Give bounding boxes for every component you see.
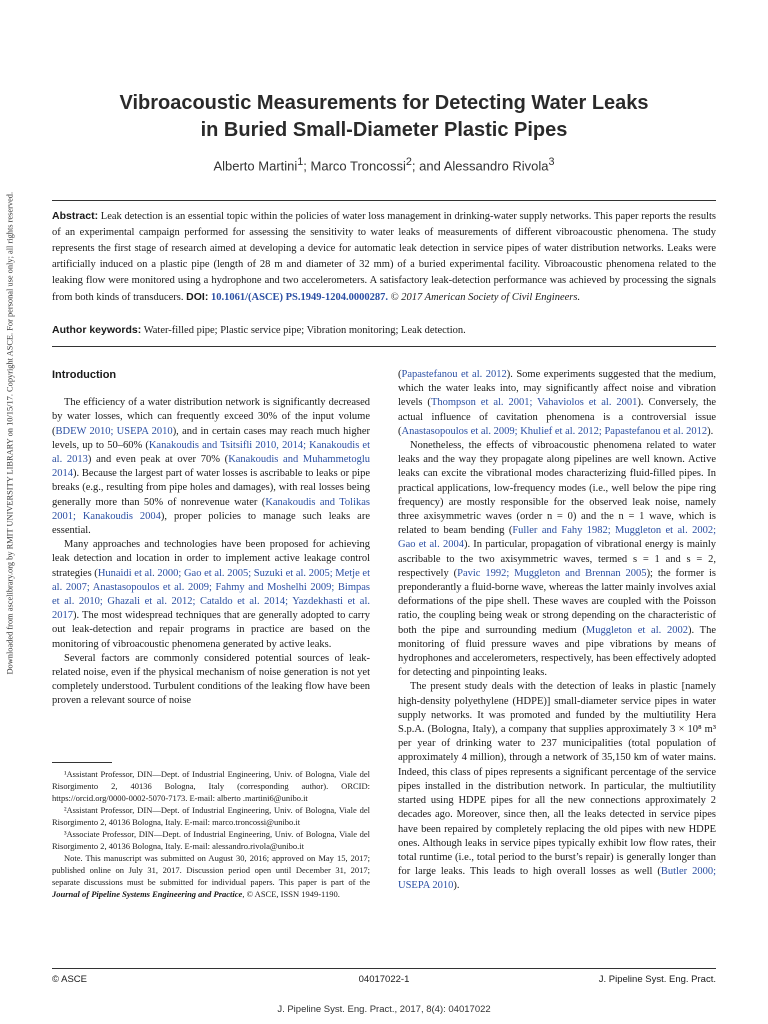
citation-link[interactable]: BDEW 2010; USEPA 2010 (55, 425, 173, 437)
footer-rule (52, 968, 716, 969)
intro-paragraph-3: Several factors are commonly considered potential sources of leak-related noise, even if the physical mechanism of noise generation is not yet completely understood. Turbulent conditions of the leaking flow have been proven a relevant source of noise (52, 652, 370, 707)
text: ), proper policies to manage such leaks are essential. (52, 510, 371, 537)
citation-link[interactable]: Kanakoudis and Tsitsifli 2010, 2014; Kanakoudis et al. 2013 (52, 439, 370, 466)
citation-link[interactable]: Papastefanou et al. 2012 (401, 369, 507, 380)
text: ( (398, 369, 402, 380)
citation-link[interactable]: Kanakoudis and Tolikas 2001; Kanakoudis 2004 (52, 496, 371, 522)
text: Nonetheless, the effects of vibroacoustic phenomena related to water leaks and the way they propagate along pipelines are well known. Active leaks can excite the vibrational modes characterizing fluid-filled pipes. In practical applications, low-frequency modes (i.e., well below the pipe ring frequency) are mostly responsible for the observed leak noise, namely three axisymmetric waves (order n = 0) and the n = 1 wave, which is related to beam bending ( (398, 440, 716, 537)
text: The present study deals with the detection of leaks in plastic [namely high-density polyethylene (HDPE)] small-diameter service pipes in water supply networks. It was promoted and funded by the multiutility Hera S.p.A. (Bologna, Italy), a company that supplies approximately 3 × 10⁸ m³ per year of drinking water to 237 municipalities (total population of approximately 4 million), through a network of 35,150 km of water mains. Indeed, this class of pipes represents a significant percentage of the service pipes installed in the distribution network. In particular, the multiutility started using HDPE pipes for all the new connections approximately 2 decades ago. Moreover, since then, all the leaks detected in service pipes have been repaired by completely replacing the old pipes with new HDPE ones. Although leaks in service pipes typically exhibit low flow rates, their total runtime (i.e., total period to the burst’s repair) is generally longer than for large leaks. This leads to high overall losses as well ( (398, 681, 716, 878)
doi-label: DOI: (186, 291, 209, 303)
text: ) and even peak at over 70% ( (87, 454, 229, 466)
footnote-author-2: ²Assistant Professor, DIN—Dept. of Industrial Engineering, Univ. of Bologna, Viale del Risorgimento 2, 40136 Bologna, Italy. E-mail: marco.troncossi@unibo.it (52, 805, 370, 827)
abstract (52, 208, 716, 306)
keywords-label: Author keywords: (52, 324, 142, 336)
section-heading-introduction: Introduction (52, 369, 117, 381)
text: ), and in certain cases may reach much higher levels, up to 50–60% ( (52, 425, 371, 451)
title-line-1: Vibroacoustic Measurements for Detecting Water Leaks (119, 92, 649, 114)
author-keywords (52, 324, 716, 336)
doi-link[interactable]: 10.1061/(ASCE) PS.1949-1204.0000287. (208, 292, 388, 303)
left-column (52, 368, 370, 709)
text: ). Because the largest part of water losses is ascribable to leaks or pipe breaks (e.g., resulting from pipe holes and damages), with real losses being generally more than 50% of nonrevenue water ( (52, 468, 370, 508)
author-3-affil: 3 (548, 156, 555, 168)
citation-link[interactable]: Pavic 1992; Muggleton and Brennan 2005 (457, 567, 647, 579)
footer-article-number: 04017022-1 (358, 974, 410, 985)
title-line-2: in Buried Small-Diameter Plastic Pipes (200, 119, 568, 141)
text: ); the former is preponderantly a fluid-borne wave, whereas the latter mainly involves axial deformations of the pipe shell. These waves are coupled with the Poisson ratio, the coupling being weak or strong depending on the characteristic of both the pipe and surrounding medium ( (398, 567, 717, 636)
author-1: Alberto Martini (213, 158, 298, 174)
abstract-label: Abstract: (52, 210, 99, 222)
keywords-text: Water-filled pipe; Plastic service pipe; Vibration monitoring; Leak detection. (141, 325, 466, 336)
right-paragraph-2 (398, 439, 716, 680)
author-1-affil: 1 (297, 156, 304, 168)
intro-paragraph-2 (52, 538, 370, 652)
citation-link[interactable]: Kanakoudis and Muhammetoglu 2014 (52, 454, 371, 480)
text: ). Some experiments suggested that the medium, which the water leaks into, may significantly affect noise and vibration levels ( (398, 369, 716, 409)
citation-link[interactable]: Anastasopoulos et al. 2009; Khulief et al. 2012; Papastefanou et al. 2012 (401, 425, 708, 437)
citation-link[interactable]: Butler 2000; USEPA 2010 (398, 866, 716, 892)
right-column (398, 368, 716, 894)
text: , © ASCE, ISSN 1949-1190. (242, 889, 340, 899)
download-notice (0, 191, 18, 680)
top-rule (52, 200, 716, 201)
paper-title (52, 90, 716, 144)
citation-link[interactable]: Thompson et al. 2001; Vahaviolos et al. 2001 (430, 397, 638, 409)
journal-name: Journal of Pipeline Systems Engineering and Practice (52, 889, 243, 899)
right-paragraph-3 (398, 680, 716, 893)
footnotes (52, 768, 370, 900)
text: ). The monitoring of fluid pressure waves and pipe vibrations by means of hydrophones and accelerometers, respectively, has been effectively adopted for detecting and pinpointing leaks. (398, 624, 716, 679)
footnote-rule (52, 762, 112, 763)
abstract-text: Leak detection is an essential topic within the policies of water loss management in drinking-water supply networks. This paper reports the results of an experimental campaign performed for assessing the sensitivity to water leaks of measurements of different vibroacoustic phenomena. The study represents the first stage of research aimed at developing a device for automatic leak detection in service pipes of water distribution networks. Leaks were artificially induced on a plastic pipe (length of 28 m and diameter of 32 mm) of a buried experimental facility. Vibroacoustic phenomena related to the leaking flow were monitored using a hydrophone and two accelerometers. A satisfactory leak-detection performance was achieved by processing the signals from both kinds of transducers. (52, 211, 716, 303)
text: The efficiency of a water distribution network is significantly decreased by water losses, which can frequently exceed 30% of the input volume ( (52, 397, 370, 437)
intro-paragraph-1 (52, 396, 370, 538)
citation-link[interactable]: Muggleton et al. 2002 (585, 624, 688, 636)
journal-citation: J. Pipeline Syst. Eng. Pract., 2017, 8(4): 04017022 (277, 1004, 491, 1015)
text: ). (707, 425, 714, 437)
text: ). (453, 880, 460, 892)
author-2: ; Marco Troncossi (303, 158, 406, 174)
copyright-line: © 2017 American Society of Civil Engineers. (388, 292, 581, 303)
footnote-author-1: ¹Assistant Professor, DIN—Dept. of Industrial Engineering, Univ. of Bologna, Viale del Risorgimento 2, 40136 Bologna, Italy (corresponding author). ORCID: https://orcid.org/0000-0002-5070-7173. E-mail: alberto .martini6@unibo.it (52, 769, 370, 803)
text: Note. This manuscript was submitted on August 30, 2016; approved on May 15, 2017; published online on July 31, 2017. Discussion period open until December 31, 2017; separate discussions must be submitted for individual papers. This paper is part of the (52, 853, 370, 887)
text: ). Conversely, the actual influence of cavitation phenomena is a controversial issue ( (398, 397, 716, 437)
footer-publisher: © ASCE (52, 974, 87, 985)
footer-journal: J. Pipeline Syst. Eng. Pract. (598, 974, 716, 985)
author-list (52, 156, 716, 173)
text: ). The most widespread techniques that are generally adopted to carry out leak-detection and repair programs in practice are based on the monitoring of vibroacoustic phenomena generated by active leaks. (52, 610, 370, 650)
manuscript-note (52, 852, 370, 900)
footnote-author-3: ³Associate Professor, DIN—Dept. of Industrial Engineering, Univ. of Bologna, Viale del Risorgimento 2, 40136 Bologna, Italy. E-mail: alessandro.rivola@unibo.it (52, 829, 370, 851)
author-2-affil: 2 (405, 156, 412, 168)
text: Many approaches and technologies have been proposed for achieving leak detection and location in order to implement active leakage control strategies ( (52, 539, 370, 579)
right-paragraph-1 (398, 368, 716, 439)
text: ). In particular, propagation of vibrational energy is mainly ascribable to the two axisymmetric waves, termed s = 1 and s = 2, respectively ( (398, 539, 716, 579)
author-3: ; and Alessandro Rivola (411, 158, 549, 174)
download-notice-text: Downloaded from ascelibrary.org by RMIT UNIVERSITY LIBRARY on 10/15/17. Copyright ASCE. For personal use only; all rights reserved. (5, 191, 15, 675)
abstract-bottom-rule (52, 346, 716, 347)
citation-link[interactable]: Fuller and Fahy 1982; Muggleton et al. 2002; Gao et al. 2004 (398, 525, 716, 551)
citation-link[interactable]: Hunaidi et al. 2000; Gao et al. 2005; Suzuki et al. 2005; Metje et al. 2007; Anastasopoulos et al. 2009; Fahmy and Moshelhi 2009; Bimpas et al. 2010; Ghazali et al. 2012; Cataldo et al. 2014; Yazdekhasti et al. 2017 (52, 567, 370, 622)
